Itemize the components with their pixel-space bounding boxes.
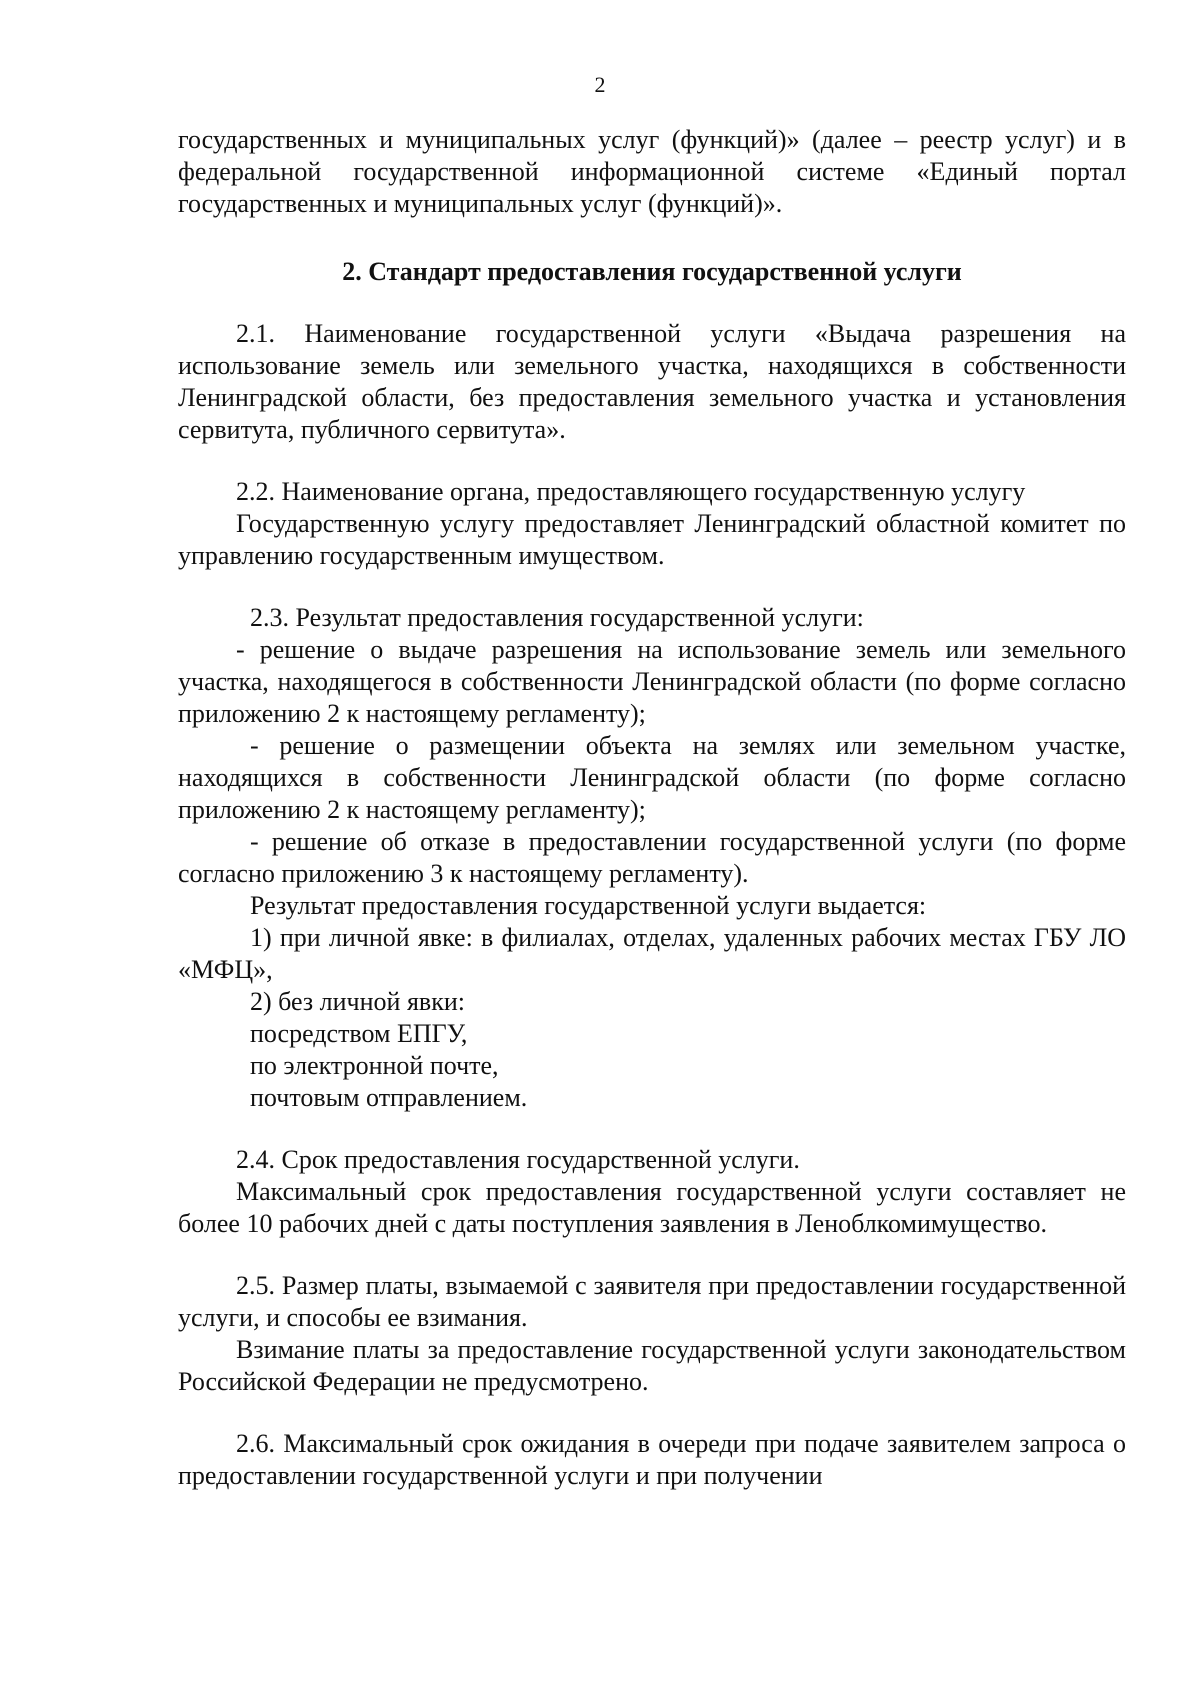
paragraph-2-3-item-3: - решение об отказе в предоставлении государственной услуги (по форме согласно приложению 3 к настоящему регламенту). (178, 827, 1126, 888)
document-body (178, 124, 1126, 1492)
paragraph-2-3-item-2: - решение о размещении объекта на землях или земельном участке, находящихся в собственности Ленинградской области (по форме согласно приложению 2 к настоящему регламенту); (178, 731, 1126, 824)
page-number: 2 (594, 72, 606, 97)
paragraph-2-3-item-1: - решение о выдаче разрешения на использование земель или земельного участка, находящегося в собственности Ленинградской области (по форме согласно приложению 2 к настоящему регламенту); (178, 635, 1126, 728)
paragraph-2-3-result: Результат предоставления государственной услуги выдается: (250, 891, 927, 920)
intro-paragraph: государственных и муниципальных услуг (функций)» (далее – реестр услуг) и в федеральной государственной информационной системе «Единый портал государственных и муниципальных услуг (функций)». (178, 125, 1126, 218)
paragraph-2-3-way-1: 1) при личной явке: в филиалах, отделах, удаленных рабочих местах ГБУ ЛО «МФЦ», (178, 923, 1126, 984)
section-heading: 2. Стандарт предоставления государственной услуги (342, 257, 962, 286)
paragraph-2-3-way-2: 2) без личной явки: (250, 987, 465, 1016)
paragraph-2-3-way-2-b: по электронной почте, (250, 1051, 499, 1080)
paragraph-2-4-text: Максимальный срок предоставления государственной услуги составляет не более 10 рабочих дней с даты поступления заявления в Леноблкомимущество. (178, 1177, 1126, 1238)
paragraph-2-2-text: Государственную услугу предоставляет Ленинградский областной комитет по управлению государственным имуществом. (178, 509, 1126, 570)
paragraph-2-3-way-2-a: посредством ЕПГУ, (250, 1019, 468, 1048)
paragraph-2-4-title: 2.4. Срок предоставления государственной услуги. (236, 1145, 800, 1174)
paragraph-2-5-text: Взимание платы за предоставление государственной услуги законодательством Российской Федерации не предусмотрено. (178, 1335, 1126, 1396)
paragraph-2-3-title: 2.3. Результат предоставления государственной услуги: (250, 603, 864, 632)
paragraph-2-5-title: 2.5. Размер платы, взымаемой с заявителя при предоставлении государственной услуги, и способы ее взимания. (178, 1271, 1126, 1332)
paragraph-2-3-way-2-c: почтовым отправлением. (250, 1083, 528, 1112)
paragraph-2-2-title: 2.2. Наименование органа, предоставляющего государственную услугу (236, 477, 1026, 506)
paragraph-2-6-title: 2.6. Максимальный срок ожидания в очереди при подаче заявителем запроса о предоставлении государственной услуги и при получении (178, 1429, 1126, 1490)
paragraph-2-1: 2.1. Наименование государственной услуги «Выдача разрешения на использование земель или земельного участка, находящихся в собственности Ленинградской области, без предоставления земельного участка и установления сервитута, публичного сервитута». (178, 319, 1126, 444)
